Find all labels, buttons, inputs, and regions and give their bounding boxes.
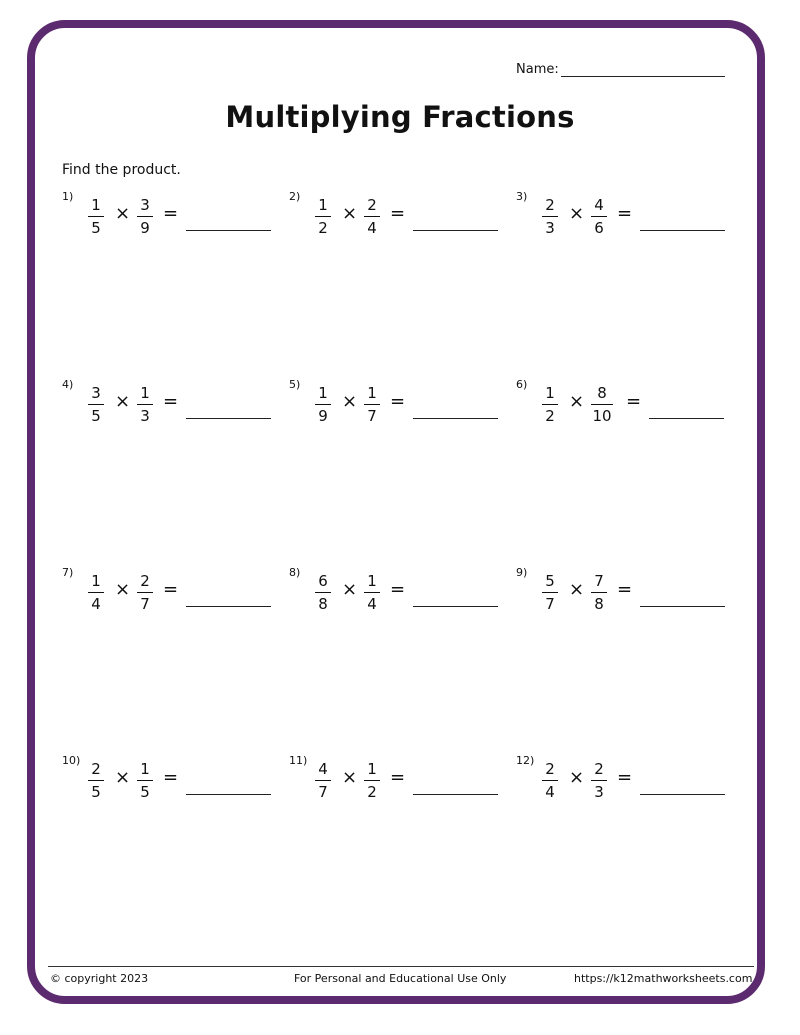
numerator: 2 (140, 572, 150, 590)
second-fraction (133, 196, 157, 237)
answer-blank[interactable] (186, 606, 271, 607)
fraction-bar (88, 780, 104, 781)
denominator: 9 (318, 407, 328, 425)
fraction-bar (88, 592, 104, 593)
footer-divider (48, 966, 754, 967)
denominator: 4 (545, 783, 555, 801)
footer-site: https://k12mathworksheets.com (574, 972, 753, 985)
answer-blank[interactable] (186, 794, 271, 795)
problem-number: 3) (516, 190, 528, 203)
numerator: 2 (594, 760, 604, 778)
answer-blank[interactable] (640, 794, 725, 795)
numerator: 1 (318, 196, 328, 214)
fraction-bar (542, 780, 558, 781)
fraction-bar (315, 780, 331, 781)
name-line[interactable] (561, 62, 725, 77)
denominator: 10 (592, 407, 612, 425)
denominator: 7 (545, 595, 555, 613)
denominator: 3 (140, 407, 150, 425)
first-fraction (84, 760, 108, 801)
first-fraction (538, 384, 562, 425)
answer-blank[interactable] (186, 418, 271, 419)
second-fraction (360, 196, 384, 237)
numerator: 1 (140, 384, 150, 402)
numerator: 8 (597, 384, 607, 402)
fraction-bar (542, 216, 558, 217)
answer-blank[interactable] (413, 230, 498, 231)
numerator: 1 (367, 384, 377, 402)
denominator: 3 (594, 783, 604, 801)
second-fraction (360, 760, 384, 801)
numerator: 1 (91, 572, 101, 590)
second-fraction (360, 384, 384, 425)
name-label: Name: (516, 62, 559, 77)
fraction-bar (591, 592, 607, 593)
multiply-symbol: × (115, 767, 131, 788)
fraction-bar (315, 216, 331, 217)
problem-item (289, 754, 504, 814)
problem-number: 5) (289, 378, 301, 391)
equals-symbol: = (163, 391, 179, 412)
numerator: 1 (91, 196, 101, 214)
problem-number: 12) (516, 754, 535, 767)
multiply-symbol: × (342, 767, 358, 788)
fraction-bar (88, 216, 104, 217)
footer-usage: For Personal and Educational Use Only (294, 972, 507, 985)
problem-item (516, 190, 731, 250)
denominator: 2 (367, 783, 377, 801)
multiply-symbol: × (569, 579, 585, 600)
second-fraction (587, 572, 611, 613)
numerator: 1 (140, 760, 150, 778)
problem-item (289, 190, 504, 250)
problem-number: 11) (289, 754, 308, 767)
equals-symbol: = (390, 767, 406, 788)
fraction-bar (591, 780, 607, 781)
first-fraction (538, 572, 562, 613)
denominator: 7 (318, 783, 328, 801)
problem-item (62, 754, 277, 814)
problem-number: 8) (289, 566, 301, 579)
answer-blank[interactable] (640, 606, 725, 607)
fraction-bar (364, 592, 380, 593)
denominator: 8 (318, 595, 328, 613)
second-fraction (133, 572, 157, 613)
instructions: Find the product. (62, 162, 181, 178)
denominator: 6 (594, 219, 604, 237)
denominator: 4 (367, 595, 377, 613)
numerator: 5 (545, 572, 555, 590)
second-fraction (360, 572, 384, 613)
problem-number: 7) (62, 566, 74, 579)
denominator: 9 (140, 219, 150, 237)
multiply-symbol: × (342, 579, 358, 600)
second-fraction (133, 384, 157, 425)
numerator: 4 (318, 760, 328, 778)
problem-item (516, 754, 731, 814)
denominator: 8 (594, 595, 604, 613)
problem-item (62, 190, 277, 250)
answer-blank[interactable] (186, 230, 271, 231)
numerator: 7 (594, 572, 604, 590)
fraction-bar (315, 404, 331, 405)
numerator: 1 (318, 384, 328, 402)
second-fraction (587, 196, 611, 237)
denominator: 7 (367, 407, 377, 425)
numerator: 2 (545, 196, 555, 214)
multiply-symbol: × (569, 203, 585, 224)
problem-number: 2) (289, 190, 301, 203)
problem-item (289, 378, 504, 438)
numerator: 2 (91, 760, 101, 778)
fraction-bar (364, 780, 380, 781)
numerator: 3 (91, 384, 101, 402)
first-fraction (84, 384, 108, 425)
first-fraction (311, 384, 335, 425)
fraction-bar (315, 592, 331, 593)
second-fraction (133, 760, 157, 801)
denominator: 3 (545, 219, 555, 237)
problem-item (62, 378, 277, 438)
fraction-bar (88, 404, 104, 405)
problem-number: 1) (62, 190, 74, 203)
fraction-bar (591, 404, 613, 405)
numerator: 3 (140, 196, 150, 214)
denominator: 2 (318, 219, 328, 237)
first-fraction (311, 760, 335, 801)
fraction-bar (137, 404, 153, 405)
multiply-symbol: × (569, 391, 585, 412)
second-fraction (587, 760, 611, 801)
multiply-symbol: × (115, 391, 131, 412)
equals-symbol: = (626, 391, 642, 412)
equals-symbol: = (390, 579, 406, 600)
fraction-bar (542, 592, 558, 593)
problem-item (516, 378, 731, 438)
answer-blank[interactable] (640, 230, 725, 231)
fraction-bar (364, 404, 380, 405)
problem-number: 4) (62, 378, 74, 391)
worksheet-title: Multiplying Fractions (225, 100, 575, 134)
first-fraction (311, 196, 335, 237)
denominator: 5 (91, 219, 101, 237)
equals-symbol: = (617, 767, 633, 788)
numerator: 1 (545, 384, 555, 402)
numerator: 4 (594, 196, 604, 214)
fraction-bar (542, 404, 558, 405)
first-fraction (84, 196, 108, 237)
equals-symbol: = (390, 203, 406, 224)
first-fraction (538, 196, 562, 237)
multiply-symbol: × (342, 391, 358, 412)
equals-symbol: = (163, 767, 179, 788)
fraction-bar (137, 780, 153, 781)
answer-blank[interactable] (649, 418, 724, 419)
denominator: 5 (91, 783, 101, 801)
numerator: 6 (318, 572, 328, 590)
answer-blank[interactable] (413, 606, 498, 607)
equals-symbol: = (163, 579, 179, 600)
fraction-bar (591, 216, 607, 217)
multiply-symbol: × (115, 203, 131, 224)
problem-item (516, 566, 731, 626)
answer-blank[interactable] (413, 794, 498, 795)
first-fraction (311, 572, 335, 613)
numerator: 1 (367, 760, 377, 778)
denominator: 2 (545, 407, 555, 425)
numerator: 1 (367, 572, 377, 590)
equals-symbol: = (390, 391, 406, 412)
fraction-bar (137, 216, 153, 217)
problem-item (62, 566, 277, 626)
denominator: 4 (367, 219, 377, 237)
denominator: 5 (140, 783, 150, 801)
name-field (516, 62, 725, 77)
equals-symbol: = (163, 203, 179, 224)
multiply-symbol: × (569, 767, 585, 788)
numerator: 2 (367, 196, 377, 214)
denominator: 5 (91, 407, 101, 425)
equals-symbol: = (617, 203, 633, 224)
denominator: 7 (140, 595, 150, 613)
first-fraction (538, 760, 562, 801)
first-fraction (84, 572, 108, 613)
multiply-symbol: × (115, 579, 131, 600)
problem-number: 9) (516, 566, 528, 579)
problem-number: 6) (516, 378, 528, 391)
problem-item (289, 566, 504, 626)
equals-symbol: = (617, 579, 633, 600)
problem-number: 10) (62, 754, 81, 767)
answer-blank[interactable] (413, 418, 498, 419)
second-fraction (587, 384, 617, 425)
multiply-symbol: × (342, 203, 358, 224)
fraction-bar (364, 216, 380, 217)
fraction-bar (137, 592, 153, 593)
numerator: 2 (545, 760, 555, 778)
footer-copyright: © copyright 2023 (50, 972, 149, 985)
denominator: 4 (91, 595, 101, 613)
